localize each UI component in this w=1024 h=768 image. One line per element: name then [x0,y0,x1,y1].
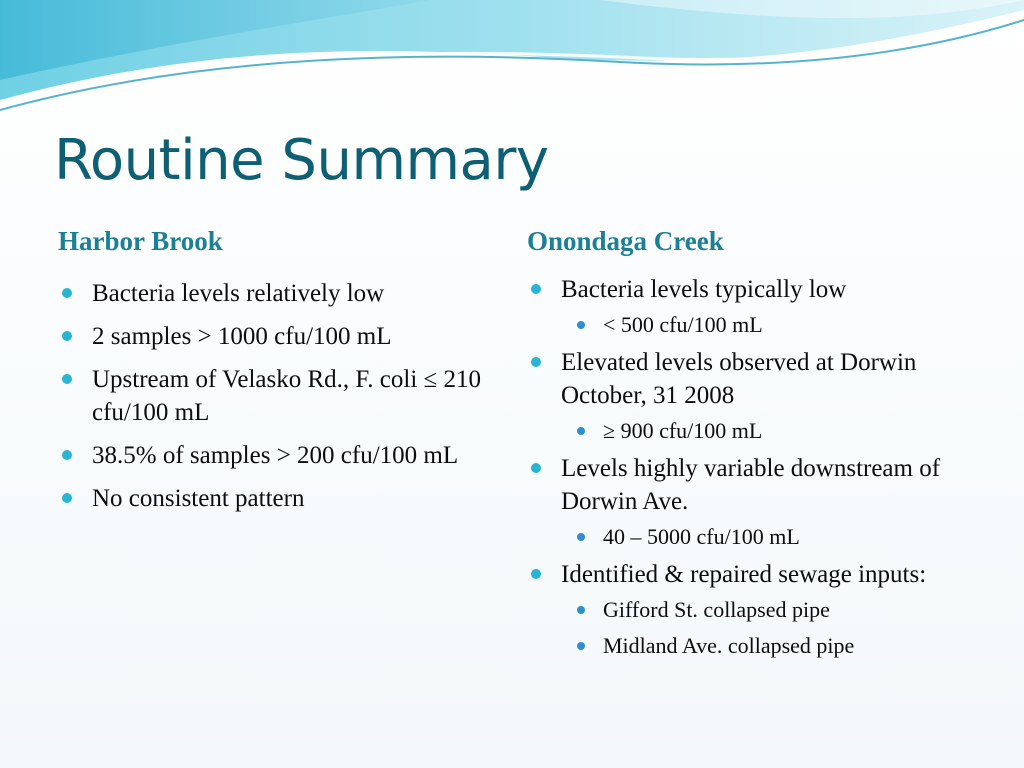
left-column [58,226,488,525]
list-item: 38.5% of samples > 200 cfu/100 mL [58,439,488,472]
list-item: Upstream of Velasko Rd., F. coli ≤ 210 cfu/100 mL [58,363,488,429]
list-item: No consistent pattern [58,482,488,515]
right-column-heading: Onondaga Creek [527,226,724,256]
list-item: Bacteria levels relatively low [58,277,488,310]
sub-list-item: Midland Ave. collapsed pipe [527,631,997,661]
slide-title: Routine Summary [54,128,549,193]
list-item: Levels highly variable downstream of Dorwin Ave. [527,452,997,518]
list-item: Bacteria levels typically low [527,273,997,306]
sub-list-item: Gifford St. collapsed pipe [527,595,997,625]
header-wave-decoration [0,0,1024,120]
right-column [527,226,997,667]
left-column-heading: Harbor Brook [58,226,223,256]
left-bullet-list [58,277,488,515]
list-item: 2 samples > 1000 cfu/100 mL [58,320,488,353]
list-item: Elevated levels observed at Dorwin October, 31 2008 [527,346,997,412]
sub-list-item: < 500 cfu/100 mL [527,310,997,340]
list-item: Identified & repaired sewage inputs: [527,558,997,591]
sub-list-item: ≥ 900 cfu/100 mL [527,416,997,446]
sub-list-item: 40 – 5000 cfu/100 mL [527,522,997,552]
right-bullet-list [527,273,997,661]
